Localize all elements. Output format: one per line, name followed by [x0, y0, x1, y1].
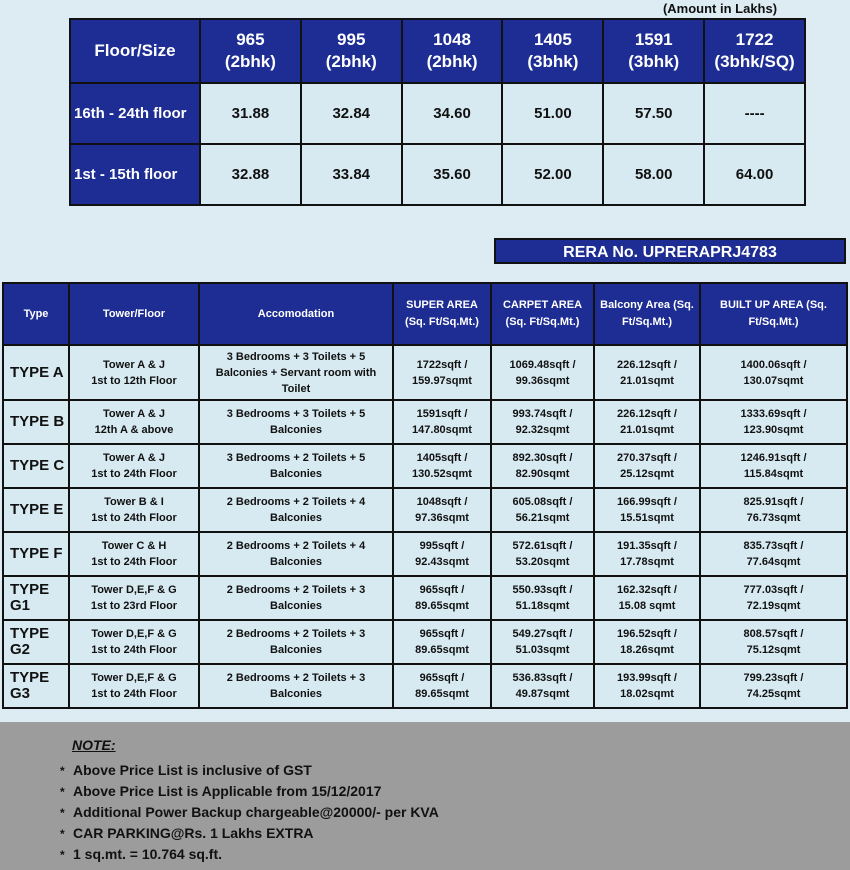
- built-up-area-cell: 835.73sqft / 77.64sqmt: [700, 532, 847, 576]
- price-cell: 58.00: [603, 144, 704, 205]
- built-up-area-cell: 808.57sqft / 75.12sqmt: [700, 620, 847, 664]
- super-area-cell: 965sqft / 89.65sqmt: [393, 620, 491, 664]
- price-cell: 52.00: [502, 144, 603, 205]
- accommodation-cell: 2 Bedrooms + 2 Toilets + 4 Balconies: [199, 532, 393, 576]
- unit-type-row: [3, 444, 847, 488]
- unit-type-header: [3, 283, 847, 345]
- tower-floor-header: Tower/Floor: [69, 283, 199, 345]
- price-cell: 64.00: [704, 144, 805, 205]
- note-item: * Above Price List is inclusive of GST: [60, 760, 439, 781]
- balcony-area-cell: 193.99sqft / 18.02sqmt: [594, 664, 700, 708]
- carpet-area-cell: 549.27sqft / 51.03sqmt: [491, 620, 594, 664]
- type-cell: TYPE G3: [3, 664, 69, 708]
- price-row: [70, 83, 805, 144]
- balcony-area-cell: 270.37sqft / 25.12sqmt: [594, 444, 700, 488]
- balcony-area-cell: 196.52sqft / 18.26sqmt: [594, 620, 700, 664]
- type-header: Type: [3, 283, 69, 345]
- type-cell: TYPE G2: [3, 620, 69, 664]
- built-up-area-cell: 1246.91sqft / 115.84sqmt: [700, 444, 847, 488]
- amount-unit-note: (Amount in Lakhs): [662, 1, 778, 16]
- balcony-area-cell: 226.12sqft / 21.01sqmt: [594, 400, 700, 444]
- accommodation-cell: 2 Bedrooms + 2 Toilets + 3 Balconies: [199, 620, 393, 664]
- tower-floor-cell: Tower D,E,F & G 1st to 24th Floor: [69, 664, 199, 708]
- built-up-area-cell: 799.23sqft / 74.25sqmt: [700, 664, 847, 708]
- accommodation-header: Accomodation: [199, 283, 393, 345]
- unit-type-row: [3, 664, 847, 708]
- super-area-cell: 1591sqft / 147.80sqmt: [393, 400, 491, 444]
- type-cell: TYPE E: [3, 488, 69, 532]
- price-row: [70, 144, 805, 205]
- price-cell: 31.88: [200, 83, 301, 144]
- notes-panel: [0, 722, 850, 870]
- note-item: * 1 sq.mt. = 10.764 sq.ft.: [60, 844, 439, 865]
- accommodation-cell: 3 Bedrooms + 3 Toilets + 5 Balconies: [199, 400, 393, 444]
- carpet-area-cell: 550.93sqft / 51.18sqmt: [491, 576, 594, 620]
- notes-title: NOTE:: [72, 737, 116, 753]
- tower-floor-cell: Tower D,E,F & G 1st to 24th Floor: [69, 620, 199, 664]
- built-up-area-header: BUILT UP AREA (Sq. Ft/Sq.Mt.): [700, 283, 847, 345]
- type-cell: TYPE G1: [3, 576, 69, 620]
- price-row-label: 1st - 15th floor: [70, 144, 200, 205]
- note-item: * CAR PARKING@Rs. 1 Lakhs EXTRA: [60, 823, 439, 844]
- price-cell: 33.84: [301, 144, 402, 205]
- price-col-header: 1405 (3bhk): [502, 19, 603, 83]
- carpet-area-cell: 993.74sqft / 92.32sqmt: [491, 400, 594, 444]
- price-col-header: 995 (2bhk): [301, 19, 402, 83]
- balcony-area-cell: 191.35sqft / 17.78sqmt: [594, 532, 700, 576]
- super-area-cell: 1722sqft / 159.97sqmt: [393, 345, 491, 400]
- bullet-icon: *: [60, 785, 65, 799]
- price-cell: 32.88: [200, 144, 301, 205]
- floor-size-header: Floor/Size: [70, 19, 200, 83]
- carpet-area-cell: 536.83sqft / 49.87sqmt: [491, 664, 594, 708]
- price-table-header: [70, 19, 805, 83]
- type-cell: TYPE A: [3, 345, 69, 400]
- note-item: * Additional Power Backup chargeable@20000/- per KVA: [60, 802, 439, 823]
- super-area-header: SUPER AREA (Sq. Ft/Sq.Mt.): [393, 283, 491, 345]
- price-cell: 51.00: [502, 83, 603, 144]
- price-cell: 34.60: [402, 83, 503, 144]
- price-cell: 32.84: [301, 83, 402, 144]
- super-area-cell: 965sqft / 89.65sqmt: [393, 664, 491, 708]
- carpet-area-header: CARPET AREA (Sq. Ft/Sq.Mt.): [491, 283, 594, 345]
- carpet-area-cell: 1069.48sqft / 99.36sqmt: [491, 345, 594, 400]
- type-cell: TYPE C: [3, 444, 69, 488]
- note-item: * Above Price List is Applicable from 15/12/2017: [60, 781, 439, 802]
- tower-floor-cell: Tower A & J 1st to 12th Floor: [69, 345, 199, 400]
- bullet-icon: *: [60, 848, 65, 862]
- unit-type-row: [3, 488, 847, 532]
- balcony-area-cell: 226.12sqft / 21.01sqmt: [594, 345, 700, 400]
- accommodation-cell: 3 Bedrooms + 3 Toilets + 5 Balconies + Servant room with Toilet: [199, 345, 393, 400]
- unit-type-row: [3, 576, 847, 620]
- price-cell: 57.50: [603, 83, 704, 144]
- super-area-cell: 995sqft / 92.43sqmt: [393, 532, 491, 576]
- price-cell: ----: [704, 83, 805, 144]
- carpet-area-cell: 572.61sqft / 53.20sqmt: [491, 532, 594, 576]
- accommodation-cell: 2 Bedrooms + 2 Toilets + 3 Balconies: [199, 576, 393, 620]
- unit-type-row: [3, 532, 847, 576]
- balcony-area-cell: 162.32sqft / 15.08 sqmt: [594, 576, 700, 620]
- unit-type-table: [2, 282, 848, 709]
- tower-floor-cell: Tower A & J 12th A & above: [69, 400, 199, 444]
- super-area-cell: 1048sqft / 97.36sqmt: [393, 488, 491, 532]
- built-up-area-cell: 1333.69sqft / 123.90sqmt: [700, 400, 847, 444]
- type-cell: TYPE B: [3, 400, 69, 444]
- carpet-area-cell: 892.30sqft / 82.90sqmt: [491, 444, 594, 488]
- price-col-header: 965 (2bhk): [200, 19, 301, 83]
- balcony-area-header: Balcony Area (Sq. Ft/Sq.Mt.): [594, 283, 700, 345]
- price-row-label: 16th - 24th floor: [70, 83, 200, 144]
- price-col-header: 1591 (3bhk): [603, 19, 704, 83]
- accommodation-cell: 2 Bedrooms + 2 Toilets + 4 Balconies: [199, 488, 393, 532]
- built-up-area-cell: 825.91sqft / 76.73sqmt: [700, 488, 847, 532]
- balcony-area-cell: 166.99sqft / 15.51sqmt: [594, 488, 700, 532]
- notes-list: [60, 760, 439, 865]
- super-area-cell: 1405sqft / 130.52sqmt: [393, 444, 491, 488]
- unit-type-row: [3, 345, 847, 400]
- bullet-icon: *: [60, 827, 65, 841]
- tower-floor-cell: Tower D,E,F & G 1st to 23rd Floor: [69, 576, 199, 620]
- carpet-area-cell: 605.08sqft / 56.21sqmt: [491, 488, 594, 532]
- accommodation-cell: 2 Bedrooms + 2 Toilets + 3 Balconies: [199, 664, 393, 708]
- built-up-area-cell: 777.03sqft / 72.19sqmt: [700, 576, 847, 620]
- tower-floor-cell: Tower B & I 1st to 24th Floor: [69, 488, 199, 532]
- bullet-icon: *: [60, 764, 65, 778]
- unit-type-row: [3, 400, 847, 444]
- unit-type-row: [3, 620, 847, 664]
- tower-floor-cell: Tower C & H 1st to 24th Floor: [69, 532, 199, 576]
- type-cell: TYPE F: [3, 532, 69, 576]
- price-cell: 35.60: [402, 144, 503, 205]
- super-area-cell: 965sqft / 89.65sqmt: [393, 576, 491, 620]
- built-up-area-cell: 1400.06sqft / 130.07sqmt: [700, 345, 847, 400]
- price-col-header: 1722 (3bhk/SQ): [704, 19, 805, 83]
- accommodation-cell: 3 Bedrooms + 2 Toilets + 5 Balconies: [199, 444, 393, 488]
- bullet-icon: *: [60, 806, 65, 820]
- tower-floor-cell: Tower A & J 1st to 24th Floor: [69, 444, 199, 488]
- price-table: [69, 18, 806, 206]
- price-col-header: 1048 (2bhk): [402, 19, 503, 83]
- rera-number-banner: RERA No. UPRERAPRJ4783: [494, 238, 846, 264]
